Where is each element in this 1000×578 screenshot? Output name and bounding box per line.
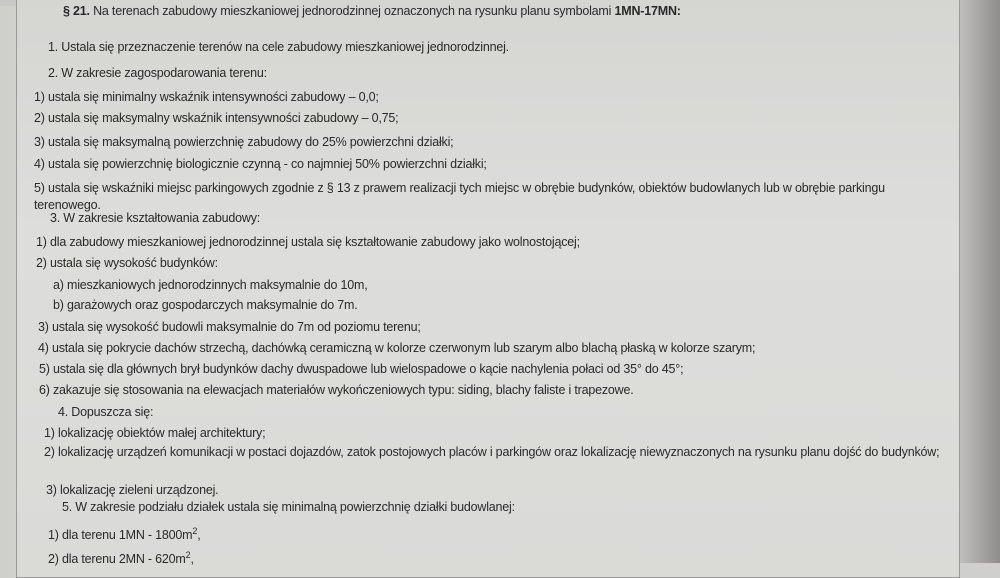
list-item <box>48 526 200 542</box>
list-item: 2) ustala się wysokość budynków: <box>36 256 218 270</box>
paragraph-number: § 21. <box>63 4 90 18</box>
paragraph-heading <box>63 4 681 18</box>
list-item: 2) ustala się maksymalny wskaźnik intensywności zabudowy – 0,75; <box>34 111 399 125</box>
section-2-title: 2. W zakresie zagospodarowania terenu: <box>48 66 267 80</box>
list-item: 3) ustala się maksymalną powierzchnię zabudowy do 25% powierzchni działki; <box>34 135 454 149</box>
item-punct: , <box>190 552 194 567</box>
list-item: 6) zakazuje się stosowania na elewacjach materiałów wykończeniowych typu: siding, blachy faliste i trapezowe. <box>39 383 634 397</box>
section-4-title: 4. Dopuszcza się: <box>58 405 154 419</box>
heading-text: Na terenach zabudowy mieszkaniowej jednorodzinnej oznaczonych na rysunku planu symbolami <box>89 4 615 18</box>
list-item: 3) ustala się wysokość budowli maksymalnie do 7m od poziomu terenu; <box>38 320 421 334</box>
heading-symbols: 1MN-17MN: <box>614 4 681 18</box>
item-punct: , <box>197 528 201 543</box>
list-item: 1) ustala się minimalny wskaźnik intensywności zabudowy – 0,0; <box>34 90 379 104</box>
list-item <box>48 550 194 566</box>
section-3-title: 3. W zakresie kształtowania zabudowy: <box>50 211 261 225</box>
list-item: 1) lokalizację obiektów małej architektury; <box>44 426 266 440</box>
list-subitem: a) mieszkaniowych jednorodzinnych maksymalnie do 10m, <box>53 278 368 292</box>
screen-right-edge <box>960 0 1000 563</box>
item-text: 2) dla terenu 2MN - 620m <box>48 552 186 567</box>
list-item: 1) dla zabudowy mieszkaniowej jednorodzinnej ustala się kształtowanie zabudowy jako wolnostojącej; <box>36 235 580 249</box>
list-item: 5) ustala się wskaźniki miejsc parkingowych zgodnie z § 13 z prawem realizacji tych miejsc w obrębie budynków, obiektów budowlanych lub w obrębie parkingu terenowego. <box>34 181 885 212</box>
section-5-title: 5. W zakresie podziału działek ustala się minimalną powierzchnię działki budowlanej: <box>62 500 515 514</box>
item-text: 1) dla terenu 1MN - 1800m <box>48 528 193 543</box>
list-item: 5) ustala się dla głównych brył budynków dachy dwuspadowe lub wielospadowe o kącie nachylenia połaci od 35° do 45°; <box>39 362 684 376</box>
list-item: 2) lokalizację urządzeń komunikacji w postaci dojazdów, zatok postojowych placów i parkingów oraz lokalizację niewyznaczonych na rysunku planu dojść do budynków; <box>44 445 940 459</box>
list-subitem: b) garażowych oraz gospodarczych maksymalnie do 7m. <box>53 298 358 312</box>
list-item: 4) ustala się powierzchnię biologicznie czynną - co najmniej 50% powierzchni działki; <box>34 157 487 171</box>
superscript: 2 <box>192 526 198 536</box>
list-item: 3) lokalizację zieleni urządzonej. <box>46 483 219 497</box>
section-1: 1. Ustala się przeznaczenie terenów na cele zabudowy mieszkaniowej jednorodzinnej. <box>48 40 509 54</box>
superscript: 2 <box>185 550 191 560</box>
list-item: 4) ustala się pokrycie dachów strzechą, dachówką ceramiczną w kolorze czerwonym lub szarym albo blachą płaską w kolorze szarym; <box>38 341 756 355</box>
